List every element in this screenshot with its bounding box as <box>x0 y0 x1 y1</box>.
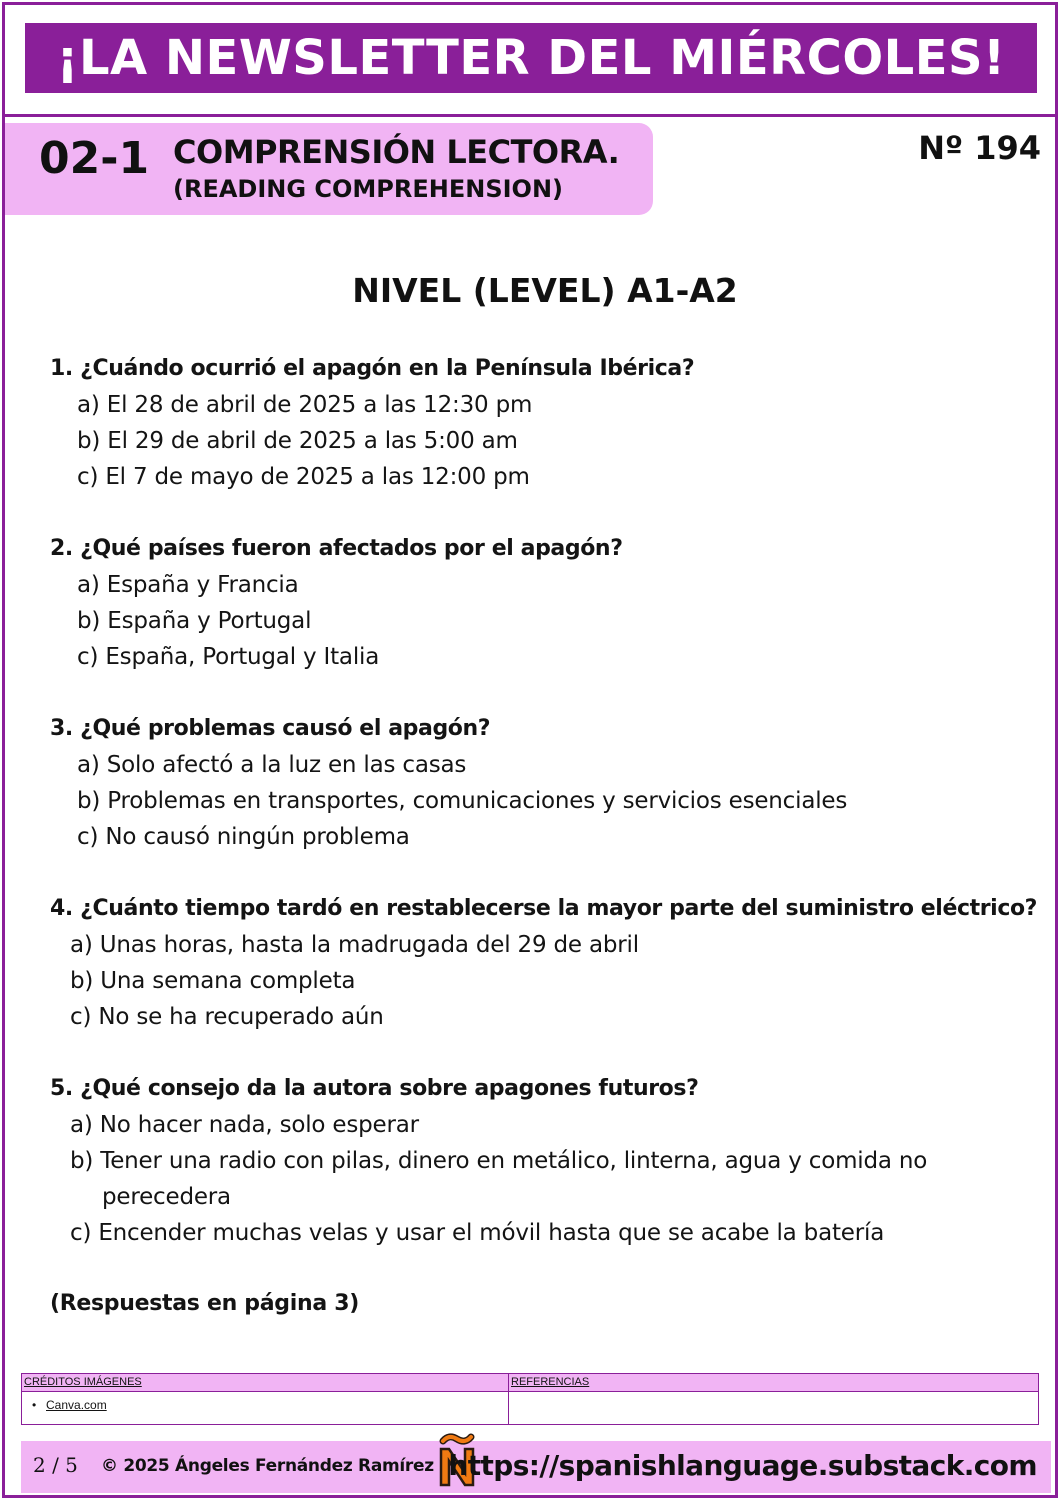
option-b: b) El 29 de abril de 2025 a las 5:00 am <box>77 428 518 454</box>
references-header: REFERENCIAS <box>509 1374 1038 1392</box>
option-c: c) Encender muchas velas y usar el móvil hasta que se acabe la batería <box>70 1220 885 1246</box>
option-c: c) El 7 de mayo de 2025 a las 12:00 pm <box>77 464 530 490</box>
question-text: 4. ¿Cuánto tiempo tardó en restablecerse la mayor parte del suministro eléctrico? <box>50 896 1038 921</box>
option-c: c) No causó ningún problema <box>77 824 410 850</box>
footer <box>21 1441 1051 1493</box>
option-b-continuation: perecedera <box>102 1184 231 1210</box>
question-text: 1. ¿Cuándo ocurrió el apagón en la Península Ibérica? <box>50 356 695 381</box>
option-b-wrap <box>50 1143 1040 1215</box>
credits-table <box>21 1373 1039 1425</box>
image-credits-header: CRÉDITOS IMÁGENES <box>22 1374 509 1392</box>
section-tab <box>5 123 653 215</box>
issue-number: Nº 194 <box>918 129 1041 167</box>
question-text: 5. ¿Qué consejo da la autora sobre apagones futuros? <box>50 1076 699 1101</box>
newsletter-banner-title: ¡LA NEWSLETTER DEL MIÉRCOLES! <box>25 23 1037 93</box>
option-c: c) No se ha recuperado aún <box>70 1004 384 1030</box>
question-5 <box>50 1071 1040 1251</box>
option-c: c) España, Portugal y Italia <box>77 644 380 670</box>
bullet-icon: • <box>32 1398 37 1412</box>
question-text: 2. ¿Qué países fueron afectados por el apagón? <box>50 536 623 561</box>
newsletter-url-link[interactable]: https://spanishlanguage.substack.com <box>448 1449 1037 1482</box>
answers-note: (Respuestas en página 3) <box>50 1291 360 1316</box>
section-title: COMPRENSIÓN LECTORA. <box>173 133 620 171</box>
copyright: © 2025 Ángeles Fernández Ramírez <box>101 1456 434 1476</box>
section-subtitle: (READING COMPREHENSION) <box>173 175 564 203</box>
option-b: b) España y Portugal <box>77 608 312 634</box>
question-4 <box>50 891 1040 1035</box>
image-credits-cell <box>22 1392 509 1424</box>
references-cell <box>509 1392 1038 1424</box>
question-3 <box>50 711 1040 855</box>
question-text: 3. ¿Qué problemas causó el apagón? <box>50 716 491 741</box>
question-1 <box>50 351 1040 495</box>
section-number: 02-1 <box>39 133 150 184</box>
level-heading: NIVEL (LEVEL) A1-A2 <box>352 271 738 310</box>
option-b: b) Tener una radio con pilas, dinero en metálico, linterna, agua y comida no <box>70 1148 928 1174</box>
option-a: a) Unas horas, hasta la madrugada del 29 de abril <box>70 932 639 958</box>
option-a: a) Solo afectó a la luz en las casas <box>77 752 467 778</box>
page-indicator: 2 / 5 <box>33 1453 78 1477</box>
header <box>5 5 1055 117</box>
question-2 <box>50 531 1040 675</box>
quiz <box>50 351 1040 1287</box>
option-a: a) El 28 de abril de 2025 a las 12:30 pm <box>77 392 533 418</box>
page-frame <box>2 2 1058 1498</box>
option-a: a) No hacer nada, solo esperar <box>70 1112 419 1138</box>
option-a: a) España y Francia <box>77 572 299 598</box>
option-b: b) Una semana completa <box>70 968 356 994</box>
canva-link[interactable]: Canva.com <box>46 1398 107 1412</box>
option-b: b) Problemas en transportes, comunicaciones y servicios esenciales <box>77 788 848 814</box>
